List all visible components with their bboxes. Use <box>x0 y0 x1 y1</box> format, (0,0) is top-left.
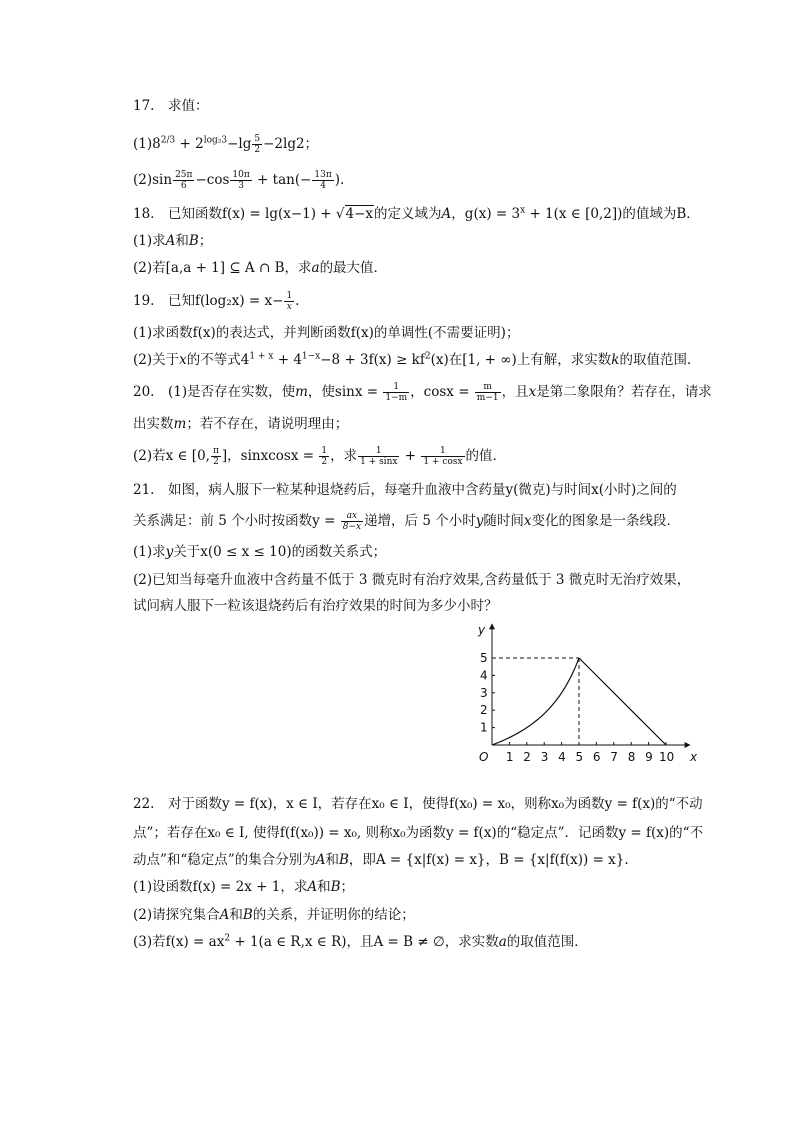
q21-part1: (1)求y关于x(0 ≤ x ≤ 10)的函数关系式； <box>133 544 387 560</box>
q18-stem: 18. 已知函数f(x) = lg(x−1) + √4−x的定义域为A，$g(x) = 3^x + 1(x$ ∈ [0,2])的值域为B． <box>133 205 700 222</box>
x-tick-label: 7 <box>610 750 618 764</box>
q22-part3: (3)若$f(x) = ax^2 + 1(a$ ∈ R,x ∈ R)，且A = B ≠ ∅，求实数a的取值范围． <box>133 933 588 950</box>
decreasing-segment <box>579 658 666 745</box>
x-tick-label: 10 <box>659 750 675 764</box>
x-tick-label: 8 <box>627 750 636 764</box>
x-tick-label: 5 <box>575 750 584 764</box>
y-tick-label: 4 <box>480 668 488 683</box>
x-tick-label: 9 <box>645 750 653 764</box>
q22-part1: (1)设函数f(x) = 2x + 1，求A和B； <box>133 879 355 895</box>
q21-part2-line1: (2)已知当每毫升血液中含药量不低于 3 微克时有治疗效果,含药量低于 3 微克时无治疗效果， <box>133 572 691 588</box>
q17-part2: (2)sin $\frac{25\pi}{6}$ −cos $\frac{10\pi}{3}$ + tan(− $\frac{13\pi}{4}$ ). <box>133 170 345 191</box>
q21-part2-line2: 试问病人服下一粒该退烧药后有治疗效果的时间为多少小时？ <box>133 598 498 614</box>
q21-stem-line1: 21. 如图，病人服下一粒某种退烧药后，每毫升血液中含药量y(微克)与时间x(小时)之间的 <box>133 482 677 498</box>
origin-label: O <box>479 750 489 764</box>
q21-stem-line2: 关系满足：前 5 个小时按函数y = $\frac{ax}{8-x}$ 递增，后 5 个小时y随时间x变化的图象是一条线段． <box>133 511 680 532</box>
y-axis-label: y <box>478 623 486 637</box>
q19-stem: 19. 已知f(log₂x) = x− $\frac{1}{x}$ . <box>133 291 300 312</box>
x-tick-label: 2 <box>523 750 531 764</box>
x-tick-label: 4 <box>558 750 566 764</box>
q20-part1-cont: 出实数m；若不存在，请说明理由； <box>133 416 349 432</box>
x-axis-label: x <box>690 750 698 764</box>
q17-title: 17. 求值： <box>133 98 209 114</box>
q18-part2: (2)若[a,a + 1] ⊆ A ∩ B，求a的最大值． <box>133 260 388 276</box>
y-tick-label: 1 <box>480 720 488 735</box>
q22-part2: (2)请探究集合A和B的关系，并证明你的结论； <box>133 907 415 923</box>
y-tick-label: 2 <box>480 703 488 718</box>
q20-part1: 20. (1)是否存在实数，使m，使sinx = $\frac{1}{1-m}$ ，cosx = $\frac{m}{m-1}$ ，且x是第二象限角？若存在，请求 <box>133 382 712 403</box>
increasing-curve <box>492 658 579 745</box>
q18-part1: (1)求A和B； <box>133 233 213 249</box>
x-tick-label: 1 <box>505 750 514 764</box>
q22-stem-line1: 22. 对于函数y = f(x)，x ∈ I，若存在x₀ ∈ I，使得f(x₀) = x₀，则称x₀为函数y = f(x)的“不动 <box>133 796 703 812</box>
y-tick-label: 3 <box>480 685 488 700</box>
q22-stem-line3: 动点”和“稳定点”的集合分别为A和B，即A = {x|f(x) = x}，B = {x|f(f(x)) = x}. <box>133 852 629 868</box>
q19-part2: (2)关于x的不等式$4^{1 + x} + 4^{1-x}-8 + 3f(x) \ge kf^2(x)$在[1, + ∞)上有解，求实数k的取值范围． <box>133 351 701 368</box>
q22-stem-line2: 点”；若存在x₀ ∈ I, 使得f(f(x₀)) = x₀, 则称x₀为函数y = f(x)的“稳定点”．记函数y = f(x)的“不 <box>133 825 704 841</box>
q20-part2: (2)若x ∈ [0, $\frac{\pi}{2}$ ]，sinxcosx = $\frac{1}{2}$ ，求 $\frac{1}{1 + \sin x}$ + $\frac{1}{1 + \cos x}$ 的值． <box>133 446 506 467</box>
x-tick-label: 6 <box>592 750 601 764</box>
q19-part1: (1)求函数f(x)的表达式，并判断函数f(x)的单调性(不需要证明)； <box>133 325 520 341</box>
y-tick-label: 5 <box>480 651 488 665</box>
x-tick-label: 3 <box>540 750 549 764</box>
q17-part1: $(1)8^{2/3} + 2^{log_23}-\lg$ $\frac{5}{2}$ −2lg2； <box>133 134 319 155</box>
drug-concentration-graph <box>468 618 708 772</box>
